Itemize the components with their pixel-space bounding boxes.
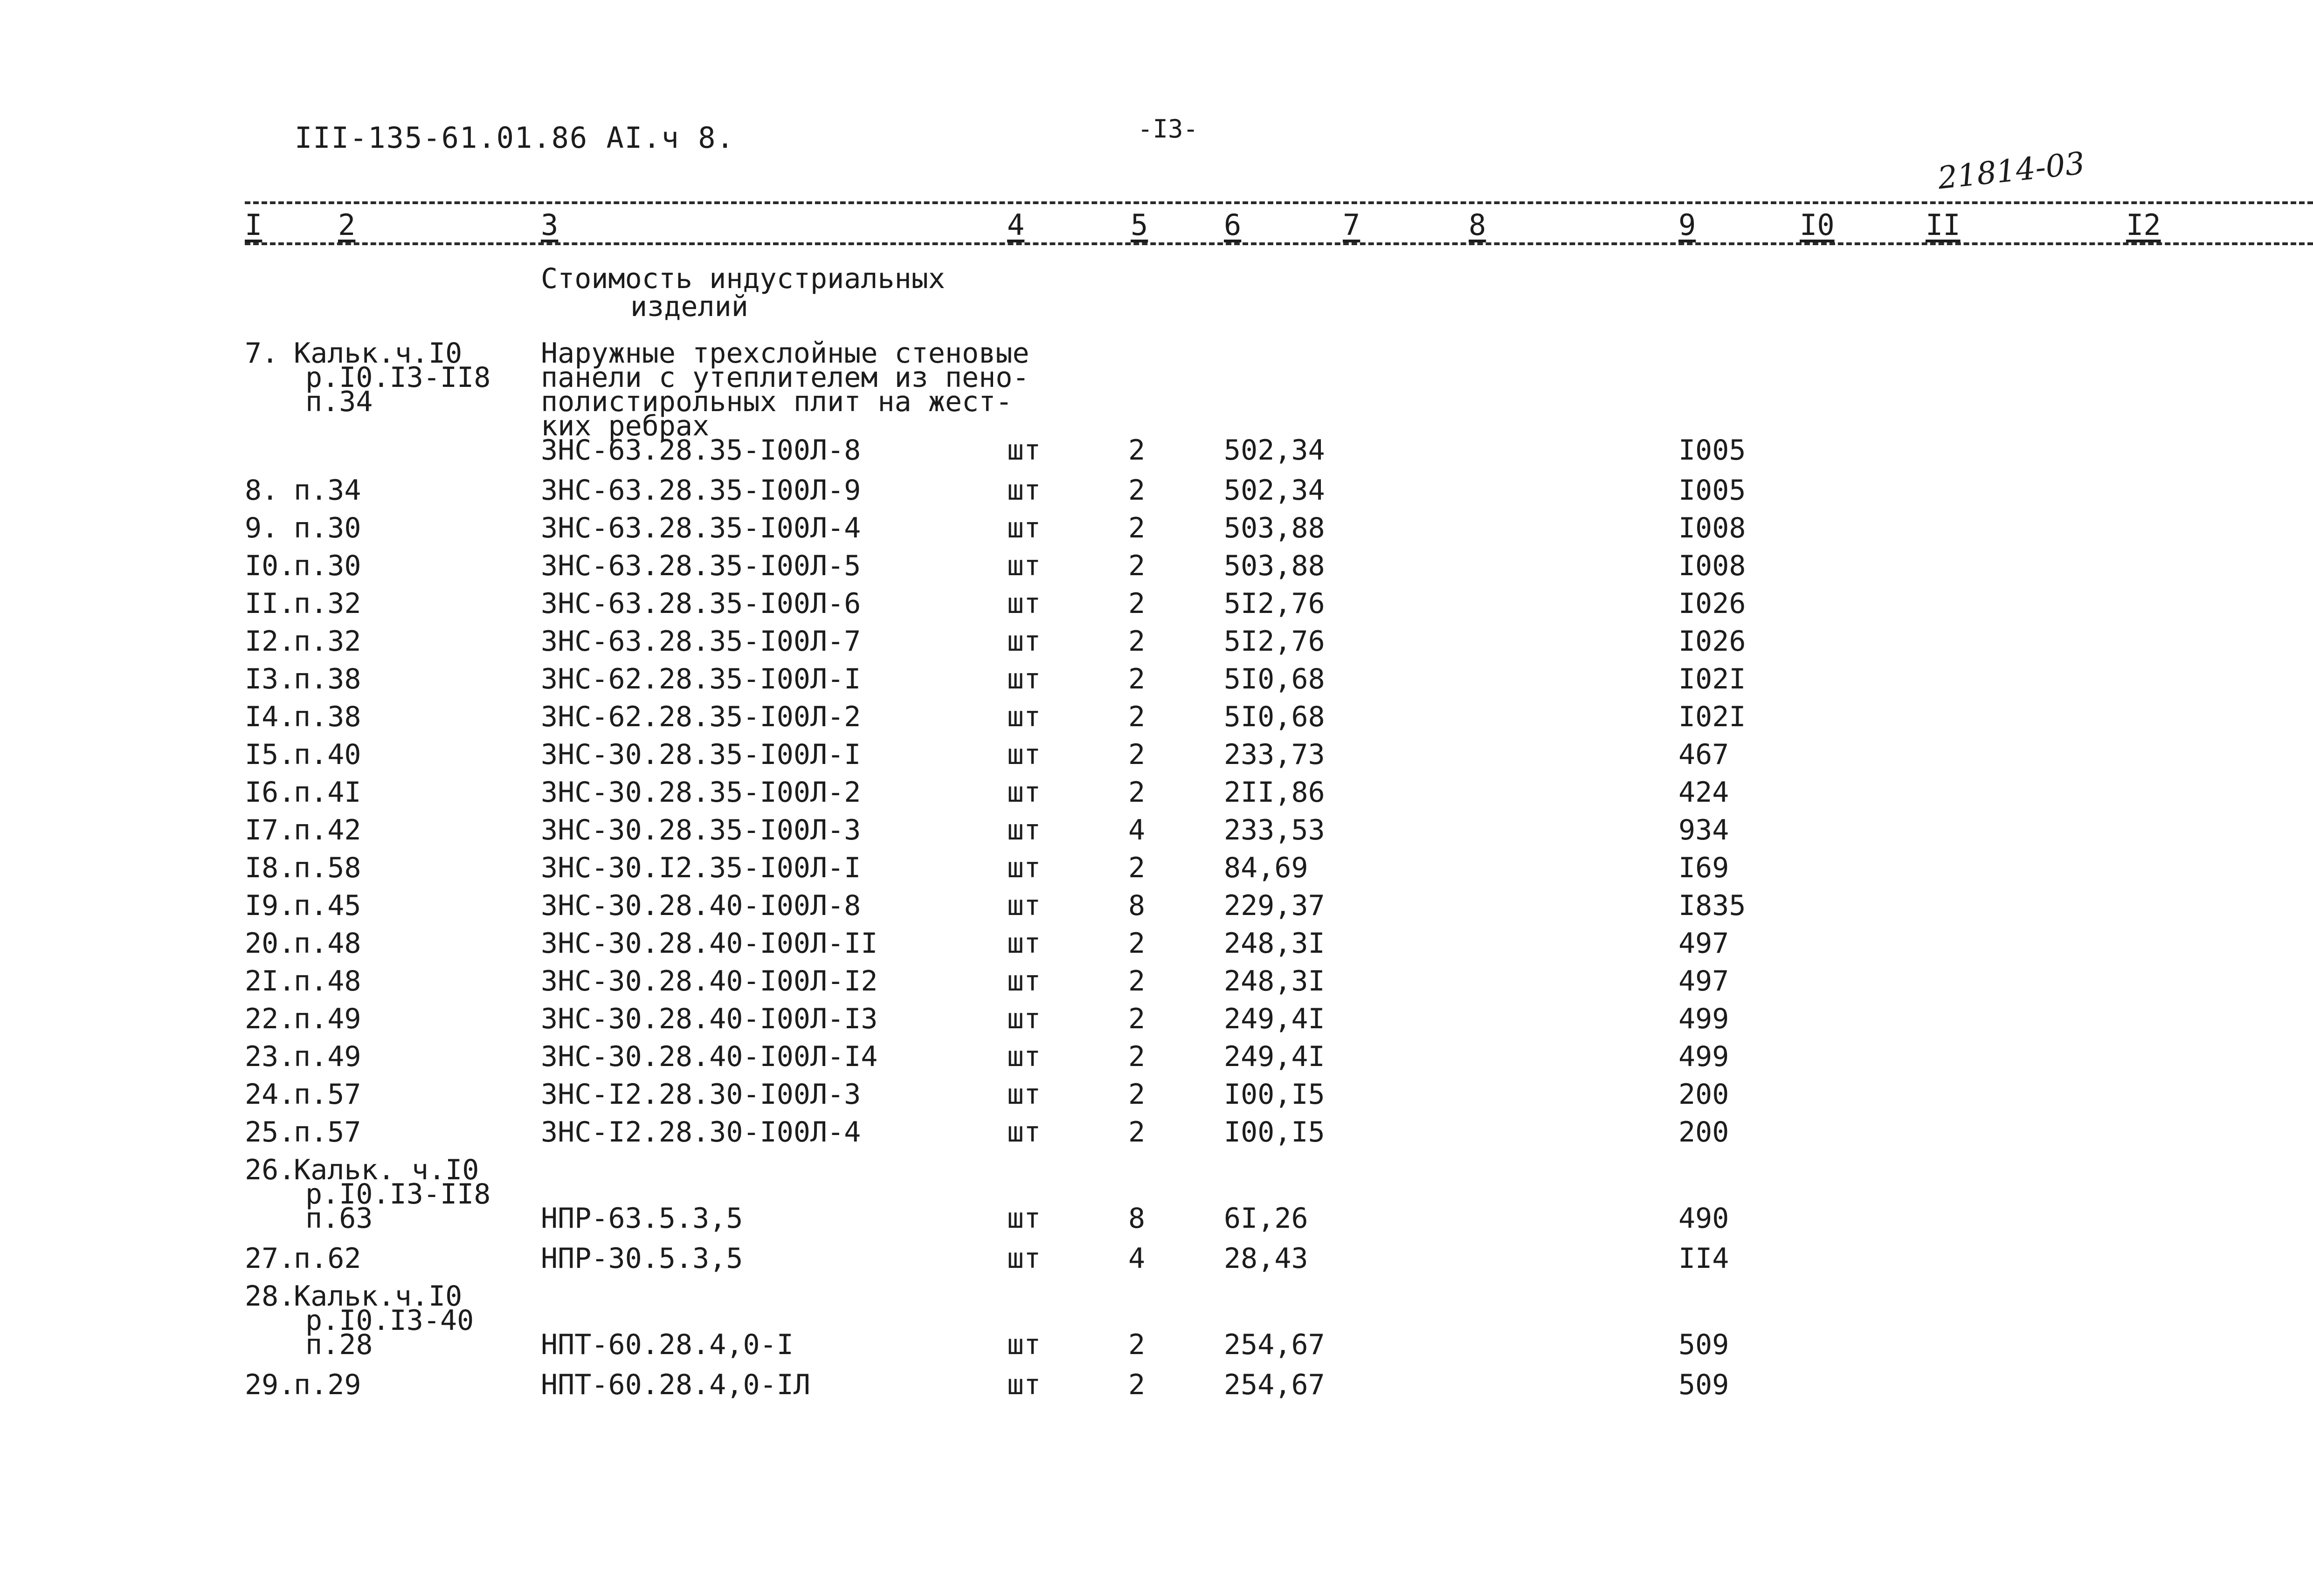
row-mark: ЗНС-30.28.35-I00Л-2 [541, 776, 861, 809]
row-unit: шт [1007, 1078, 1041, 1111]
row-number: 8. [245, 474, 279, 507]
row-reference: Кальк. ч.I0 [294, 1154, 479, 1186]
row-price: 233,53 [1224, 814, 1325, 846]
row-price: 249,4I [1224, 1040, 1325, 1073]
row-qty: 2 [1128, 927, 1146, 960]
row-price: 233,73 [1224, 738, 1325, 771]
top-rule [245, 201, 2313, 204]
row-qty: 2 [1128, 738, 1146, 771]
row-mark: ЗНС-63.28.35-I00Л-6 [541, 587, 861, 620]
row-total: 200 [1678, 1116, 1729, 1149]
row-total: 424 [1678, 776, 1729, 809]
row-mark: ЗНС-30.28.40-I00Л-II [541, 927, 878, 960]
row-price: 28,43 [1224, 1242, 1308, 1275]
row-total: 509 [1678, 1369, 1729, 1401]
row-total: 497 [1678, 927, 1729, 960]
row-number: I4. [245, 701, 296, 733]
row-unit: шт [1007, 1369, 1041, 1401]
row-description: Наружные трехслойные стеновые [541, 337, 1029, 370]
row-price: 84,69 [1224, 852, 1308, 884]
row-number: I3. [245, 663, 296, 695]
row-qty: 8 [1128, 1202, 1146, 1235]
row-number: 26. [245, 1154, 296, 1186]
row-qty: 2 [1128, 776, 1146, 809]
row-total: I008 [1678, 550, 1746, 582]
row-mark: ЗНС-62.28.35-I00Л-2 [541, 701, 861, 733]
row-total: 499 [1678, 1040, 1729, 1073]
row-qty: 2 [1128, 434, 1146, 467]
row-unit: шт [1007, 663, 1041, 695]
row-unit: шт [1007, 474, 1041, 507]
row-price: 248,3I [1224, 927, 1325, 960]
row-qty: 8 [1128, 889, 1146, 922]
row-price: 229,37 [1224, 889, 1325, 922]
document-code: III-135-61.01.86 AI.ч 8. [295, 121, 735, 155]
row-number: I7. [245, 814, 296, 846]
row-price: 254,67 [1224, 1369, 1325, 1401]
header-rule [245, 242, 2313, 245]
row-qty: 4 [1128, 1242, 1146, 1275]
row-reference: п.48 [294, 965, 361, 998]
row-total: II4 [1678, 1242, 1729, 1275]
column-number-2: 2 [338, 208, 356, 242]
row-price: 254,67 [1224, 1328, 1325, 1361]
row-mark: ЗНС-30.28.40-I00Л-I2 [541, 965, 878, 998]
row-total: 497 [1678, 965, 1729, 998]
row-mark: ЗНС-I2.28.30-I00Л-3 [541, 1078, 861, 1111]
row-reference: Кальк.ч.I0 [294, 337, 463, 370]
row-number: 27. [245, 1242, 296, 1275]
column-number-6: 6 [1224, 208, 1242, 242]
row-price: 249,4I [1224, 1003, 1325, 1035]
row-number: 20. [245, 927, 296, 960]
row-number: I0. [245, 550, 296, 582]
row-reference: п.30 [294, 512, 361, 544]
row-unit: шт [1007, 1040, 1041, 1073]
row-mark: ЗНС-63.28.35-I00Л-8 [541, 434, 861, 467]
row-mark: ЗНС-63.28.35-I00Л-4 [541, 512, 861, 544]
row-unit: шт [1007, 701, 1041, 733]
row-total: I02I [1678, 663, 1746, 695]
row-reference: п.62 [294, 1242, 361, 1275]
row-number: 7. [245, 337, 279, 370]
row-total: 934 [1678, 814, 1729, 846]
row-qty: 2 [1128, 550, 1146, 582]
row-qty: 2 [1128, 663, 1146, 695]
row-price: I00,I5 [1224, 1116, 1325, 1149]
row-reference: п.49 [294, 1003, 361, 1035]
row-qty: 2 [1128, 852, 1146, 884]
row-price: I00,I5 [1224, 1078, 1325, 1111]
row-reference: п.32 [294, 587, 361, 620]
row-total: I02I [1678, 701, 1746, 733]
row-qty: 2 [1128, 474, 1146, 507]
row-mark: ЗНС-30.I2.35-I00Л-I [541, 852, 861, 884]
row-reference: п.4I [294, 776, 361, 809]
row-reference: п.57 [294, 1078, 361, 1111]
row-number: I2. [245, 625, 296, 658]
row-qty: 2 [1128, 701, 1146, 733]
column-number-9: 9 [1678, 208, 1696, 242]
row-reference: п.38 [294, 701, 361, 733]
section-title-line1: Стоимость индустриальных [541, 262, 945, 295]
row-reference: п.34 [305, 385, 373, 418]
section-title-line2: изделий [630, 290, 748, 323]
row-reference: р.I0.I3-II8 [305, 361, 491, 394]
row-total: I835 [1678, 889, 1746, 922]
row-number: 2I. [245, 965, 296, 998]
row-reference: п.57 [294, 1116, 361, 1149]
column-number-4: 4 [1007, 208, 1025, 242]
row-qty: 2 [1128, 1369, 1146, 1401]
row-unit: шт [1007, 814, 1041, 846]
row-number: I6. [245, 776, 296, 809]
row-mark: НПТ-60.28.4,0-I [541, 1328, 794, 1361]
column-number-5: 5 [1131, 208, 1148, 242]
row-number: 9. [245, 512, 279, 544]
row-number: II. [245, 587, 296, 620]
row-unit: шт [1007, 1328, 1041, 1361]
row-unit: шт [1007, 738, 1041, 771]
row-reference: п.58 [294, 852, 361, 884]
row-price: 503,88 [1224, 512, 1325, 544]
row-reference: п.28 [305, 1328, 373, 1361]
row-mark: НПТ-60.28.4,0-IЛ [541, 1369, 810, 1401]
row-reference: п.63 [305, 1202, 373, 1235]
row-mark: ЗНС-30.28.40-I00Л-I3 [541, 1003, 878, 1035]
column-number-11: II [1926, 208, 1961, 242]
row-reference: р.I0.I3-II8 [305, 1178, 491, 1211]
row-price: 5I2,76 [1224, 587, 1325, 620]
row-qty: 2 [1128, 625, 1146, 658]
row-total: I026 [1678, 625, 1746, 658]
row-reference: п.30 [294, 550, 361, 582]
row-number: 24. [245, 1078, 296, 1111]
column-number-7: 7 [1343, 208, 1360, 242]
row-reference: п.32 [294, 625, 361, 658]
row-qty: 2 [1128, 512, 1146, 544]
row-price: 248,3I [1224, 965, 1325, 998]
column-number-1: I [245, 208, 262, 242]
row-mark: ЗНС-30.28.40-I00Л-I4 [541, 1040, 878, 1073]
row-unit: шт [1007, 625, 1041, 658]
row-total: I005 [1678, 474, 1746, 507]
row-qty: 2 [1128, 1116, 1146, 1149]
row-total: 499 [1678, 1003, 1729, 1035]
row-reference: п.40 [294, 738, 361, 771]
row-number: I5. [245, 738, 296, 771]
row-qty: 2 [1128, 587, 1146, 620]
row-number: I9. [245, 889, 296, 922]
row-price: 502,34 [1224, 474, 1325, 507]
row-total: 467 [1678, 738, 1729, 771]
row-mark: ЗНС-63.28.35-I00Л-7 [541, 625, 861, 658]
row-total: 509 [1678, 1328, 1729, 1361]
row-price: 503,88 [1224, 550, 1325, 582]
row-mark: НПР-63.5.3,5 [541, 1202, 743, 1235]
row-reference: Кальк.ч.I0 [294, 1280, 463, 1313]
row-number: I8. [245, 852, 296, 884]
row-description: панели с утеплителем из пено- [541, 361, 1029, 394]
row-total: I008 [1678, 512, 1746, 544]
row-price: 5I0,68 [1224, 701, 1325, 733]
row-reference: п.49 [294, 1040, 361, 1073]
row-qty: 2 [1128, 1003, 1146, 1035]
row-unit: шт [1007, 587, 1041, 620]
row-unit: шт [1007, 965, 1041, 998]
row-price: 2II,86 [1224, 776, 1325, 809]
row-reference: п.42 [294, 814, 361, 846]
row-unit: шт [1007, 512, 1041, 544]
row-reference: п.34 [294, 474, 361, 507]
row-unit: шт [1007, 1003, 1041, 1035]
row-total: I005 [1678, 434, 1746, 467]
handwritten-note: 21814-03 [1936, 145, 2087, 196]
row-reference: п.48 [294, 927, 361, 960]
row-unit: шт [1007, 1116, 1041, 1149]
row-unit: шт [1007, 434, 1041, 467]
row-qty: 4 [1128, 814, 1146, 846]
row-number: 25. [245, 1116, 296, 1149]
row-unit: шт [1007, 1242, 1041, 1275]
row-price: 5I2,76 [1224, 625, 1325, 658]
row-reference: р.I0.I3-40 [305, 1304, 474, 1337]
row-unit: шт [1007, 1202, 1041, 1235]
column-number-8: 8 [1469, 208, 1486, 242]
row-qty: 2 [1128, 1078, 1146, 1111]
row-price: 502,34 [1224, 434, 1325, 467]
row-price: 5I0,68 [1224, 663, 1325, 695]
row-qty: 2 [1128, 965, 1146, 998]
row-mark: ЗНС-30.28.35-I00Л-3 [541, 814, 861, 846]
row-mark: ЗНС-63.28.35-I00Л-5 [541, 550, 861, 582]
column-number-3: 3 [541, 208, 559, 242]
row-qty: 2 [1128, 1040, 1146, 1073]
row-mark: ЗНС-30.28.35-I00Л-I [541, 738, 861, 771]
row-total: 490 [1678, 1202, 1729, 1235]
row-mark: ЗНС-62.28.35-I00Л-I [541, 663, 861, 695]
row-reference: п.29 [294, 1369, 361, 1401]
row-unit: шт [1007, 776, 1041, 809]
row-qty: 2 [1128, 1328, 1146, 1361]
row-mark: ЗНС-I2.28.30-I00Л-4 [541, 1116, 861, 1149]
row-mark: НПР-30.5.3,5 [541, 1242, 743, 1275]
row-total: I69 [1678, 852, 1729, 884]
page-number: -I3- [1138, 114, 1199, 144]
row-unit: шт [1007, 927, 1041, 960]
row-unit: шт [1007, 852, 1041, 884]
row-reference: п.45 [294, 889, 361, 922]
row-number: 28. [245, 1280, 296, 1313]
row-description: полистирольных плит на жест- [541, 385, 1013, 418]
row-total: 200 [1678, 1078, 1729, 1111]
row-number: 23. [245, 1040, 296, 1073]
row-mark: ЗНС-30.28.40-I00Л-8 [541, 889, 861, 922]
row-price: 6I,26 [1224, 1202, 1308, 1235]
row-mark: ЗНС-63.28.35-I00Л-9 [541, 474, 861, 507]
row-reference: п.38 [294, 663, 361, 695]
row-description: ких ребрах [541, 410, 710, 442]
column-number-12: I2 [2126, 208, 2161, 242]
row-unit: шт [1007, 550, 1041, 582]
column-number-10: I0 [1800, 208, 1835, 242]
row-number: 22. [245, 1003, 296, 1035]
row-number: 29. [245, 1369, 296, 1401]
row-unit: шт [1007, 889, 1041, 922]
row-total: I026 [1678, 587, 1746, 620]
